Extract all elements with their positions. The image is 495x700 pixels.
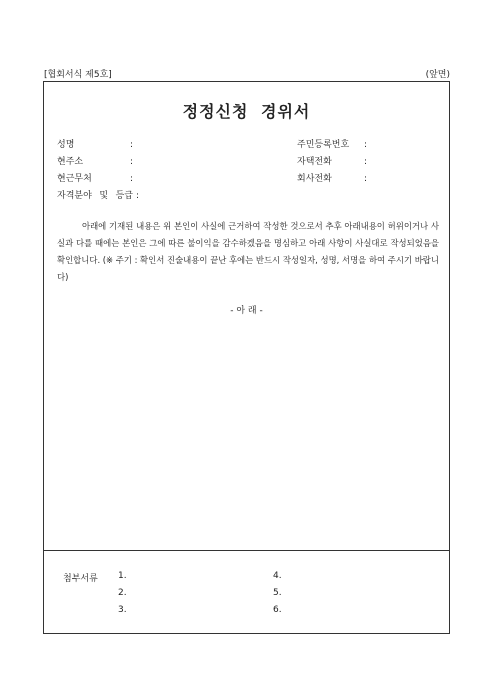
attachments-divider [44,550,449,551]
field-name: 성명 : [57,137,133,150]
field-qualification: 자격분야 및 등급 : [57,188,139,201]
attachment-item-5: 5. [273,588,282,598]
field-workplace: 현근무처 : [57,171,133,184]
field-resident-number-label: 주민등록번호 [297,140,350,150]
attachment-item-6: 6. [273,605,282,615]
form-number: [협회서식 제5호] [44,70,112,80]
attachment-item-3: 3. [118,605,127,615]
field-qualification-label: 자격분야 및 등급 [57,191,133,201]
field-home-phone: 자택전화 : [297,154,367,167]
attachment-item-1: 1. [118,571,127,581]
declaration-text: 아래에 기재된 내용은 위 본인이 사실에 근거하여 작성한 것으로서 추후 아래내용이 허위이거나 사실과 다를 때에는 본인은 그에 따른 불이익을 감수하겠음을 명심하고 아래 사항이 사실대로 작성되었음을 확인합니다. (※ 주기 : 확인서 진술내용이 끝난 후에는 반드시 작성일자, 성명, 서명을 하여 주시기 바랍니다) [57,221,439,282]
field-workplace-label: 현근무처 [57,174,92,184]
field-home-phone-label: 자택전화 [297,157,332,167]
below-label: - 아 래 - [230,306,263,316]
page-side-mark: (앞면) [425,70,450,80]
field-office-phone: 회사전화 : [297,171,367,184]
attachment-item-4: 4. [273,571,282,581]
field-resident-number: 주민등록번호 : [297,137,367,150]
field-address: 현주소 : [57,154,133,167]
field-name-label: 성명 [57,140,75,150]
form-title: 정정신청 경위서 [182,102,311,121]
attachments-label: 첨부서류 [63,574,98,584]
form-frame [43,81,450,634]
attachment-item-2: 2. [118,588,127,598]
field-address-label: 현주소 [57,157,84,167]
field-office-phone-label: 회사전화 [297,174,332,184]
